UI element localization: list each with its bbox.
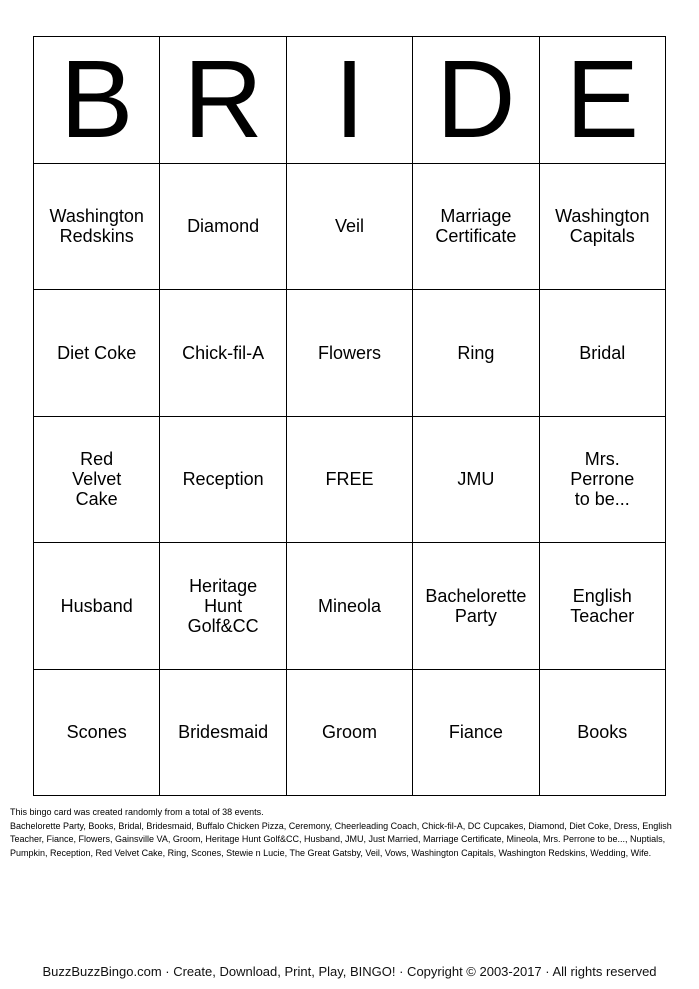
bingo-card <box>33 36 666 796</box>
header-letter-b: B <box>34 37 160 164</box>
bingo-cell: Veil <box>287 164 413 291</box>
bingo-cell: Scones <box>34 670 160 797</box>
bingo-cell: Ring <box>413 290 539 417</box>
bingo-cell: Bridal <box>540 290 666 417</box>
header-letter-e: E <box>540 37 666 164</box>
bingo-cell: Diet Coke <box>34 290 160 417</box>
bingo-cell: Flowers <box>287 290 413 417</box>
event-count-text: This bingo card was created randomly from a total of 38 events. <box>10 807 264 817</box>
copyright-footer: BuzzBuzzBingo.com · Create, Download, Print, Play, BINGO! · Copyright © 2003-2017 · All rights reserved <box>42 964 657 979</box>
bingo-cell: Mineola <box>287 543 413 670</box>
bingo-cell: English Teacher <box>540 543 666 670</box>
bingo-cell: Bridesmaid <box>160 670 286 797</box>
header-letter-d: D <box>413 37 539 164</box>
bingo-cell: Heritage Hunt Golf&CC <box>160 543 286 670</box>
bingo-cell: Books <box>540 670 666 797</box>
bingo-cell: Bachelorette Party <box>413 543 539 670</box>
bingo-cell: Diamond <box>160 164 286 291</box>
bingo-cell: Fiance <box>413 670 539 797</box>
bingo-cell: Husband <box>34 543 160 670</box>
header-letter-i: I <box>287 37 413 164</box>
bingo-cell: Marriage Certificate <box>413 164 539 291</box>
event-list-text: Bachelorette Party, Books, Bridal, Bridesmaid, Buffalo Chicken Pizza, Ceremony, Cheerleading Coach, Chick-fil-A, DC Cupcakes, Diamond, Diet Coke, Dress, English Teacher, Fiance, Flowers, Gainsville VA, Groom, Heritage Hunt Golf&CC, Husband, JMU, Just Married, Marriage Certificate, Mineola, Mrs. Perrone to be..., Nuptials, Pumpkin, Reception, Red Velvet Cake, Ring, Scones, Stewie n Lucie, The Great Gatsby, Veil, Vows, Washington Capitals, Washington Redskins, Wedding, Wife. <box>10 820 672 858</box>
bingo-cell: Groom <box>287 670 413 797</box>
bingo-cell: JMU <box>413 417 539 544</box>
bingo-cell: Red Velvet Cake <box>34 417 160 544</box>
event-list-note <box>10 806 692 860</box>
bingo-cell: Mrs. Perrone to be... <box>540 417 666 544</box>
bingo-cell: Washington Redskins <box>34 164 160 291</box>
bingo-cell: Chick-fil-A <box>160 290 286 417</box>
free-space-cell: FREE <box>287 417 413 544</box>
bingo-cell: Washington Capitals <box>540 164 666 291</box>
bingo-cell: Reception <box>160 417 286 544</box>
header-letter-r: R <box>160 37 286 164</box>
